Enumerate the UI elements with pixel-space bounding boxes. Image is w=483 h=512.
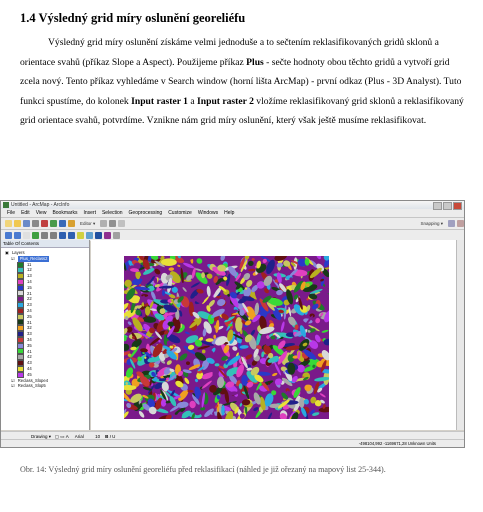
snap-icon[interactable] bbox=[448, 220, 455, 227]
minimize-button[interactable] bbox=[433, 202, 442, 210]
new-icon[interactable] bbox=[5, 220, 12, 227]
layer-name: Reclass_Slop5 bbox=[17, 383, 46, 389]
pan-icon[interactable] bbox=[23, 232, 30, 239]
toolbar-1 bbox=[1, 217, 464, 229]
command-plus: Plus bbox=[246, 56, 264, 68]
legend-label: 15 bbox=[27, 284, 32, 290]
drawing-toolbar: Drawing ▾ ▢ ▭ A Arial 10 B I U bbox=[1, 431, 464, 440]
legend-label: 11 bbox=[27, 261, 32, 267]
legend-label: 32 bbox=[27, 325, 32, 331]
select-icon[interactable] bbox=[59, 232, 66, 239]
legend-label: 21 bbox=[27, 290, 32, 296]
layer-name: Reclass_Slope4 bbox=[17, 377, 49, 383]
window-title: Untitled - ArcMap - ArcInfo bbox=[11, 202, 70, 208]
maximize-button[interactable] bbox=[443, 202, 452, 210]
menu-item-insert[interactable]: Insert bbox=[83, 210, 96, 216]
table-of-contents bbox=[1, 240, 90, 430]
layers-group[interactable]: ▣ Layers bbox=[5, 250, 25, 255]
status-bar bbox=[1, 439, 464, 447]
legend-label: 34 bbox=[27, 336, 32, 342]
arcmap-icon bbox=[3, 202, 9, 208]
edit-icon[interactable] bbox=[118, 220, 125, 227]
menu-item-help[interactable]: Help bbox=[224, 210, 235, 216]
layers-label: Layers bbox=[11, 250, 25, 255]
menu-item-customize[interactable]: Customize bbox=[168, 210, 192, 216]
input-raster-1-label: Input raster 1 bbox=[131, 95, 188, 107]
drawing-dropdown[interactable]: Drawing ▾ bbox=[31, 434, 52, 439]
identify-icon[interactable] bbox=[68, 232, 75, 239]
zoom-out-icon[interactable] bbox=[14, 232, 21, 239]
close-button[interactable] bbox=[453, 202, 462, 210]
find-icon[interactable] bbox=[77, 232, 84, 239]
cut-icon[interactable] bbox=[41, 220, 48, 227]
input-raster-2-label: Input raster 2 bbox=[197, 95, 254, 107]
layer-row[interactable]: ☑ Reclass_Slop5 bbox=[11, 383, 46, 389]
legend-label: 35 bbox=[27, 342, 32, 348]
section-heading: 1.4 Výsledný grid míry oslunění georeliéfu bbox=[20, 11, 246, 25]
figure-caption: Obr. 14: Výsledný grid míry oslunění georeliéfu před reklasifikací (náhled je již ořezaný na mapový list 25-344). bbox=[20, 465, 386, 474]
full-extent-icon[interactable] bbox=[32, 232, 39, 239]
add-data-icon[interactable] bbox=[50, 220, 57, 227]
legend-label: 23 bbox=[27, 302, 32, 308]
legend-label: 33 bbox=[27, 331, 32, 337]
map-coordinates: -498104,992 -1169671,28 Unknown Units bbox=[358, 441, 436, 446]
measure-icon[interactable] bbox=[86, 232, 93, 239]
legend-label: 22 bbox=[27, 296, 32, 302]
menu-item-view[interactable]: View bbox=[35, 210, 47, 216]
legend-label: 25 bbox=[27, 313, 32, 319]
bold-icon[interactable]: B bbox=[105, 434, 109, 439]
legend-label: 45 bbox=[27, 371, 32, 377]
legend-label: 42 bbox=[27, 354, 32, 360]
print-icon[interactable] bbox=[32, 220, 39, 227]
open-icon[interactable] bbox=[14, 220, 21, 227]
html-popup-icon[interactable] bbox=[104, 232, 111, 239]
editor-dropdown[interactable]: Editor ▾ bbox=[80, 220, 96, 226]
hyperlink-icon[interactable] bbox=[95, 232, 102, 239]
snap-icon[interactable] bbox=[457, 220, 464, 227]
back-icon[interactable] bbox=[41, 232, 48, 239]
window-titlebar bbox=[1, 201, 464, 209]
legend-label: 14 bbox=[27, 278, 32, 284]
save-icon[interactable] bbox=[23, 220, 30, 227]
menu-item-windows[interactable]: Windows bbox=[197, 210, 219, 216]
layer-row[interactable]: ☑ Plus_Reclass2 bbox=[11, 255, 48, 261]
snapping-dropdown[interactable]: Snapping ▾ bbox=[420, 220, 443, 226]
legend-label: 24 bbox=[27, 307, 32, 313]
tool-icon[interactable] bbox=[68, 220, 75, 227]
legend-label: 31 bbox=[27, 319, 32, 325]
selected-layer-name: Plus_Reclass2 bbox=[19, 255, 48, 261]
paragraph-text: Výsledný grid míry oslunění získáme velmi jednoduše a to sečtením reklasifikovaných gridů sklonů a orientace svahů (příkaz Slope a Aspect). Použijeme příkaz bbox=[20, 37, 439, 68]
raster-map-image bbox=[124, 256, 329, 419]
paragraph-text: a bbox=[187, 95, 198, 107]
paragraph-text: - sečte hodnoty obou těchto gridů a vytvoří grid zcela nový. Tento příkaz vyhledáme v Search window (horní lišta ArcMap) - první odkaz (Plus - 3D Analyst). Tuto funkci spustíme, do kolonek bbox=[20, 56, 462, 107]
legend-label: 41 bbox=[27, 348, 32, 354]
menu-item-edit[interactable]: Edit bbox=[21, 210, 30, 216]
edit-tool-icon[interactable] bbox=[100, 220, 107, 227]
forward-icon[interactable] bbox=[50, 232, 57, 239]
font-size-field[interactable]: 10 bbox=[95, 434, 101, 439]
legend-label: 43 bbox=[27, 360, 32, 366]
underline-icon[interactable]: U bbox=[112, 434, 116, 439]
menu-item-file[interactable]: File bbox=[7, 210, 16, 216]
vertical-scrollbar[interactable] bbox=[456, 240, 464, 430]
zoom-in-icon[interactable] bbox=[5, 232, 12, 239]
body-paragraph bbox=[20, 33, 466, 131]
tool-icon[interactable] bbox=[113, 232, 120, 239]
menu-bar bbox=[1, 209, 464, 217]
paragraph-text: vložíme reklasifikovaný grid sklonů a reklasifikovaný grid orientace svahů, potvrdíme. Vznikne nám grid míry oslunění, který však ještě musíme reklasifikovat. bbox=[20, 95, 464, 127]
toc-title: Table Of Contents bbox=[1, 240, 89, 248]
menu-item-geoprocessing[interactable]: Geoprocessing bbox=[128, 210, 163, 216]
legend-label: 12 bbox=[27, 267, 32, 273]
font-name-field[interactable]: Arial bbox=[74, 434, 84, 439]
menu-item-bookmarks[interactable]: Bookmarks bbox=[52, 210, 78, 216]
menu-item-selection[interactable]: Selection bbox=[101, 210, 123, 216]
italic-icon[interactable]: I bbox=[109, 434, 111, 439]
legend-label: 44 bbox=[27, 365, 32, 371]
layer-legend bbox=[5, 262, 87, 378]
layer-row[interactable]: ☑ Reclass_Slope4 bbox=[11, 377, 49, 383]
sketch-icon[interactable] bbox=[109, 220, 116, 227]
zoom-icon[interactable] bbox=[59, 220, 66, 227]
legend-label: 13 bbox=[27, 273, 32, 279]
